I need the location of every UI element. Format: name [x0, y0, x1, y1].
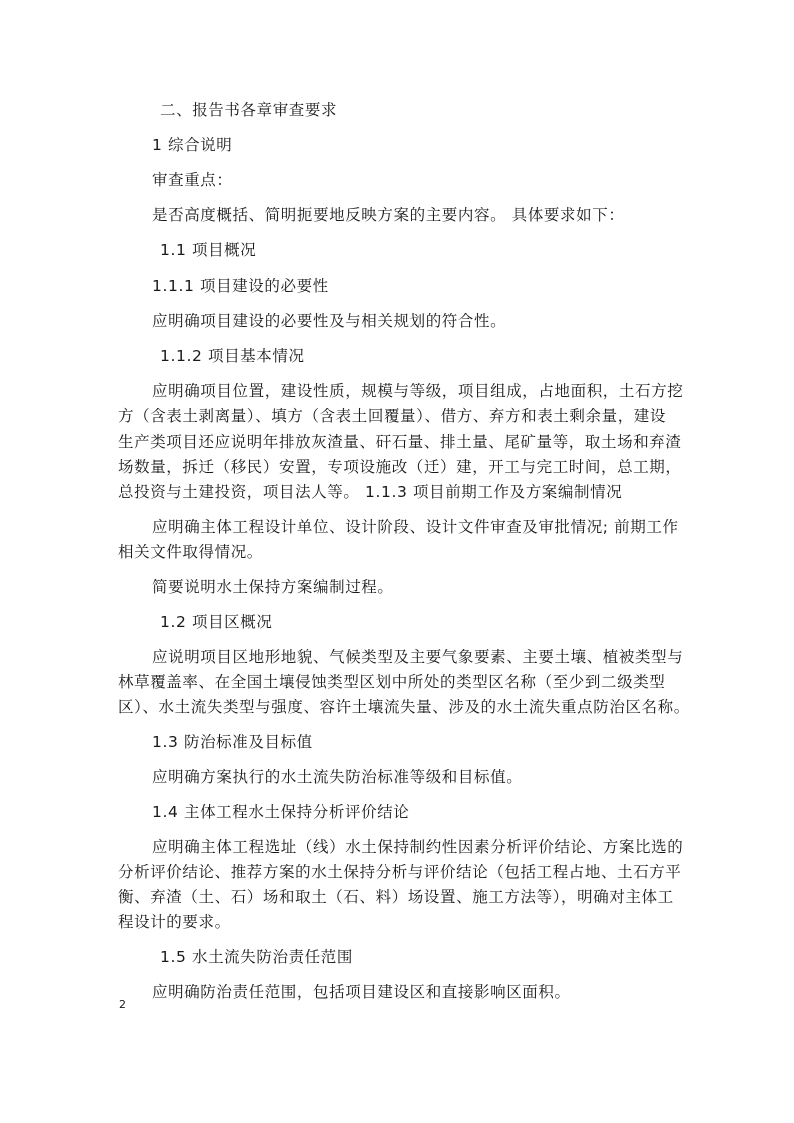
paragraph-line: 林草覆盖率、在全国土壤侵蚀类型区划中所处的类型区名称（至少到二级类型: [118, 673, 666, 691]
paragraph-line: 生产类项目还应说明年排放灰渣量、矸石量、排土量、尾矿量等，取土场和弃渣: [118, 433, 682, 451]
paragraph-line: 应明确项目位置，建设性质，规模与等级，项目组成，占地面积，土石方挖: [152, 382, 684, 400]
paragraph-line: 应明确项目建设的必要性及与相关规划的符合性。: [152, 312, 507, 330]
paragraph-line: 方（含表土剥离量）、填方（含表土回覆量）、借方、弃方和表土剩余量，建设: [118, 407, 667, 425]
subsection-heading: 1.5 水土流失防治责任范围: [160, 948, 353, 966]
subsection-heading: 1.1.1 项目建设的必要性: [152, 277, 329, 295]
review-focus-label: 审查重点：: [152, 171, 233, 189]
paragraph-line: 总投资与土建投资，项目法人等。 1.1.3 项目前期工作及方案编制情况: [118, 483, 623, 501]
paragraph-line: 场数量，拆迁（移民）安置，专项设施改（迁）建，开工与完工时间，总工期，: [118, 458, 682, 476]
paragraph-line: 分析评价结论、推荐方案的水土保持分析与评价结论（包括工程占地、土石方平: [118, 863, 682, 881]
paragraph-line: 是否高度概括、简明扼要地反映方案的主要内容。 具体要求如下：: [152, 206, 625, 224]
paragraph-line: 相关文件取得情况。: [118, 543, 263, 561]
chapter-heading: 1 综合说明: [152, 136, 233, 154]
subsection-heading: 1.2 项目区概况: [160, 613, 273, 631]
paragraph-line: 区）、水土流失类型与强度、容许土壤流失量、涉及的水土流失重点防治区名称。: [118, 698, 690, 716]
paragraph-line: 应明确主体工程选址（线）水土保持制约性因素分析评价结论、方案比选的: [152, 838, 684, 856]
paragraph-line: 应明确防治责任范围，包括项目建设区和直接影响区面积。: [152, 983, 571, 1001]
section-heading: 二、报告书各章审查要求: [160, 101, 338, 119]
paragraph-line: 应明确方案执行的水土流失防治标准等级和目标值。: [152, 768, 523, 786]
paragraph-line: 应明确主体工程设计单位、设计阶段、设计文件审查及审批情况; 前期工作: [152, 518, 679, 536]
subsection-heading: 1.3 防治标准及目标值: [152, 733, 313, 751]
subsection-heading: 1.1 项目概况: [160, 241, 257, 259]
paragraph-line: 衡、弃渣（土、石）场和取土（石、料）场设置、施工方法等），明确对主体工: [118, 888, 674, 906]
paragraph-line: 程设计的要求。: [118, 913, 231, 931]
page-number: 2: [119, 998, 126, 1011]
subsection-heading: 1.4 主体工程水土保持分析评价结论: [152, 803, 410, 821]
subsection-heading: 1.1.2 项目基本情况: [160, 347, 305, 365]
paragraph-line: 简要说明水土保持方案编制过程。: [152, 578, 394, 596]
paragraph-line: 应说明项目区地形地貌、气候类型及主要气象要素、主要土壤、植被类型与: [152, 648, 684, 666]
